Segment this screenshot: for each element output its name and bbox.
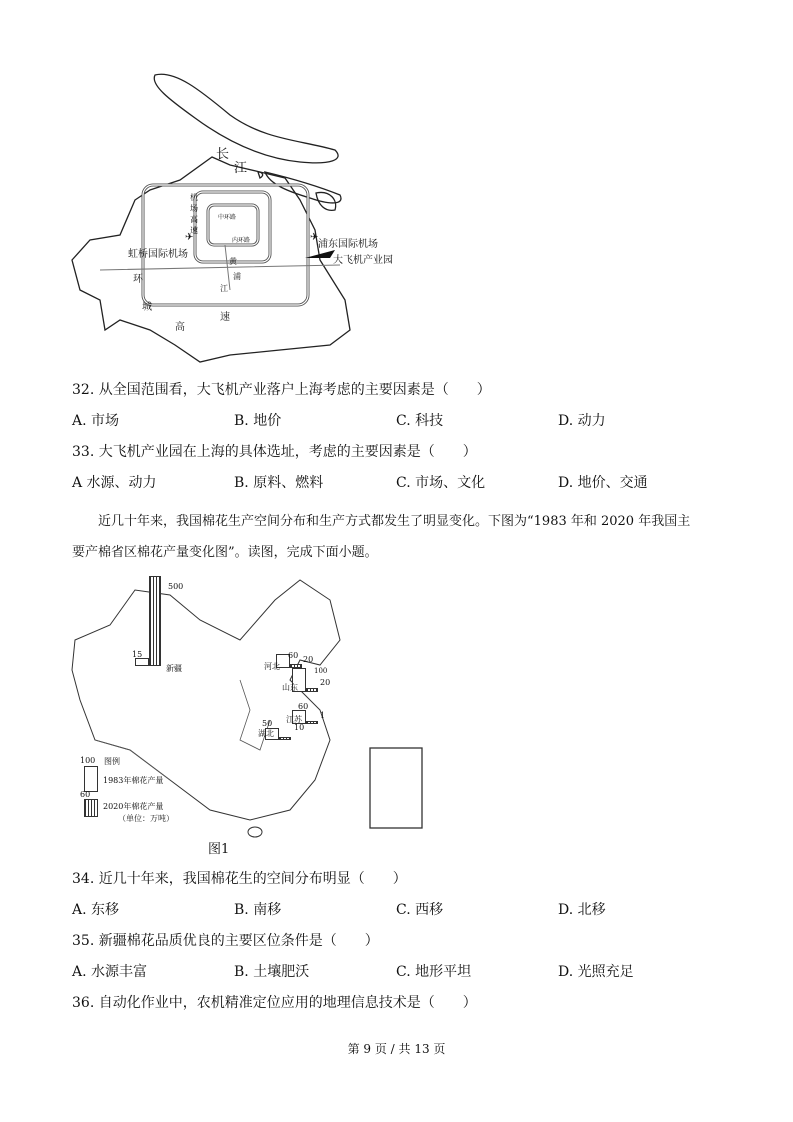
question-33 — [72, 441, 477, 461]
airplane-icon: ✈ — [310, 232, 319, 243]
question-text: 近几十年来，我国棉花生的空间分布明显（ ） — [98, 871, 407, 887]
jiangsu-1983-value: 60 — [298, 702, 309, 711]
ring-expressway-label: 城 — [142, 302, 152, 313]
shandong-2020-value: 20 — [320, 678, 331, 687]
bar-1983-新疆 — [135, 658, 149, 666]
question-number: 35. — [72, 933, 95, 949]
hebei-1983-value: 60 — [288, 651, 299, 660]
figure-caption: 图1 — [208, 842, 230, 857]
bar-2020-江苏 — [306, 721, 318, 724]
option-b[interactable]: B. 原料、燃料 — [234, 475, 324, 491]
option-a[interactable]: A. 水源丰富 — [72, 964, 148, 980]
option-c[interactable]: C. 西移 — [396, 902, 444, 918]
inner-ring-label: 内环路 — [232, 237, 251, 244]
question-35 — [72, 930, 379, 950]
legend-1983-swatch — [84, 766, 98, 792]
question-number: 32. — [72, 382, 95, 398]
huangpu-label: 黄 — [229, 257, 237, 266]
legend-2020-label: 2020年棉花产量 — [103, 802, 164, 811]
question-text: 新疆棉花品质优良的主要区位条件是（ ） — [98, 933, 379, 949]
page-footer: 第 9 页 / 共 13 页 — [347, 1042, 446, 1056]
hebei-2020-value: 20 — [303, 655, 314, 664]
airport-expressway-label: 高 — [190, 215, 198, 224]
shanghai-map-outline — [0, 0, 793, 370]
question-number: 36. — [72, 995, 95, 1011]
airport-expressway-label: 场 — [190, 204, 198, 213]
intro-paragraph — [72, 506, 732, 568]
legend-title: 图例 — [104, 757, 120, 766]
jiangsu-2020-value: 1 — [320, 711, 326, 720]
bar-2020-山东 — [306, 688, 318, 692]
question-text: 从全国范围看，大飞机产业落户上海考虑的主要因素是（ ） — [98, 382, 491, 398]
question-number: 34. — [72, 871, 95, 887]
question-text: 自动化作业中，农机精准定位应用的地理信息技术是（ ） — [98, 995, 477, 1011]
legend-scale-2020: 60 — [80, 790, 91, 799]
option-d[interactable]: D. 光照充足 — [558, 964, 634, 980]
intro-line-2: 要产棉省区棉花产量变化图”。读图，完成下面小题。 — [72, 545, 378, 560]
option-d[interactable]: D. 地价、交通 — [558, 475, 648, 491]
option-c[interactable]: C. 市场、文化 — [396, 475, 486, 491]
airport-expressway-label: 机 — [190, 193, 198, 202]
ring-expressway-label: 环 — [133, 274, 143, 285]
question-34 — [72, 868, 407, 888]
yangtze-label-1: 长 — [216, 147, 230, 162]
question-32 — [72, 379, 491, 399]
shandong-label: 山东 — [282, 683, 298, 692]
huangpu-label: 浦 — [233, 272, 241, 281]
question-36 — [72, 992, 477, 1012]
yangtze-label-2: 江 — [234, 161, 248, 176]
legend-1983-label: 1983年棉花产量 — [103, 776, 164, 785]
xinjiang-2020-value: 500 — [168, 582, 184, 591]
question-text: 大飞机产业园在上海的具体选址，考虑的主要因素是（ ） — [98, 444, 477, 460]
hubei-label: 湖北 — [258, 729, 274, 738]
shandong-1983-value: 100 — [314, 667, 328, 675]
option-d[interactable]: D. 动力 — [558, 413, 606, 429]
bar-2020-新疆 — [149, 576, 161, 666]
middle-ring-label: 中环路 — [218, 214, 237, 221]
question-number: 33. — [72, 444, 95, 460]
south-china-sea-inset — [370, 748, 422, 828]
xinjiang-label: 新疆 — [166, 664, 182, 673]
hubei-2020-value: 10 — [294, 723, 305, 732]
ring-expressway-label: 速 — [220, 312, 230, 323]
hongqiao-airport-label: 虹桥国际机场 — [128, 249, 188, 260]
legend-unit: （单位：万吨） — [118, 814, 174, 823]
jiangsu-label: 江苏 — [286, 715, 302, 724]
hubei-1983-value: 50 — [262, 719, 273, 728]
bar-2020-湖北 — [279, 737, 291, 740]
option-a[interactable]: A. 东移 — [72, 902, 120, 918]
aircraft-park-label: 大飞机产业园 — [333, 255, 393, 266]
legend-2020-swatch — [84, 799, 98, 817]
option-b[interactable]: B. 土壤肥沃 — [234, 964, 310, 980]
intro-line-1: 近几十年来，我国棉花生产空间分布和生产方式都发生了明显变化。下图为“1983 年和 2020 年我国主 — [98, 514, 691, 529]
option-d[interactable]: D. 北移 — [558, 902, 606, 918]
option-c[interactable]: C. 科技 — [396, 413, 444, 429]
pudong-airport-label: 浦东国际机场 — [318, 239, 378, 250]
legend-scale-1983: 100 — [80, 756, 96, 765]
xinjiang-1983-value: 15 — [132, 650, 143, 659]
airport-expressway-label: 速 — [190, 226, 198, 235]
option-b[interactable]: B. 南移 — [234, 902, 282, 918]
huangpu-label: 江 — [220, 284, 228, 293]
hebei-label: 河北 — [264, 662, 280, 671]
airplane-icon: ✈ — [185, 232, 194, 243]
ring-expressway-label: 高 — [175, 322, 185, 333]
option-c[interactable]: C. 地形平坦 — [396, 964, 472, 980]
option-a[interactable]: A. 市场 — [72, 413, 120, 429]
option-a[interactable]: A 水源、动力 — [72, 475, 157, 491]
option-b[interactable]: B. 地价 — [234, 413, 282, 429]
